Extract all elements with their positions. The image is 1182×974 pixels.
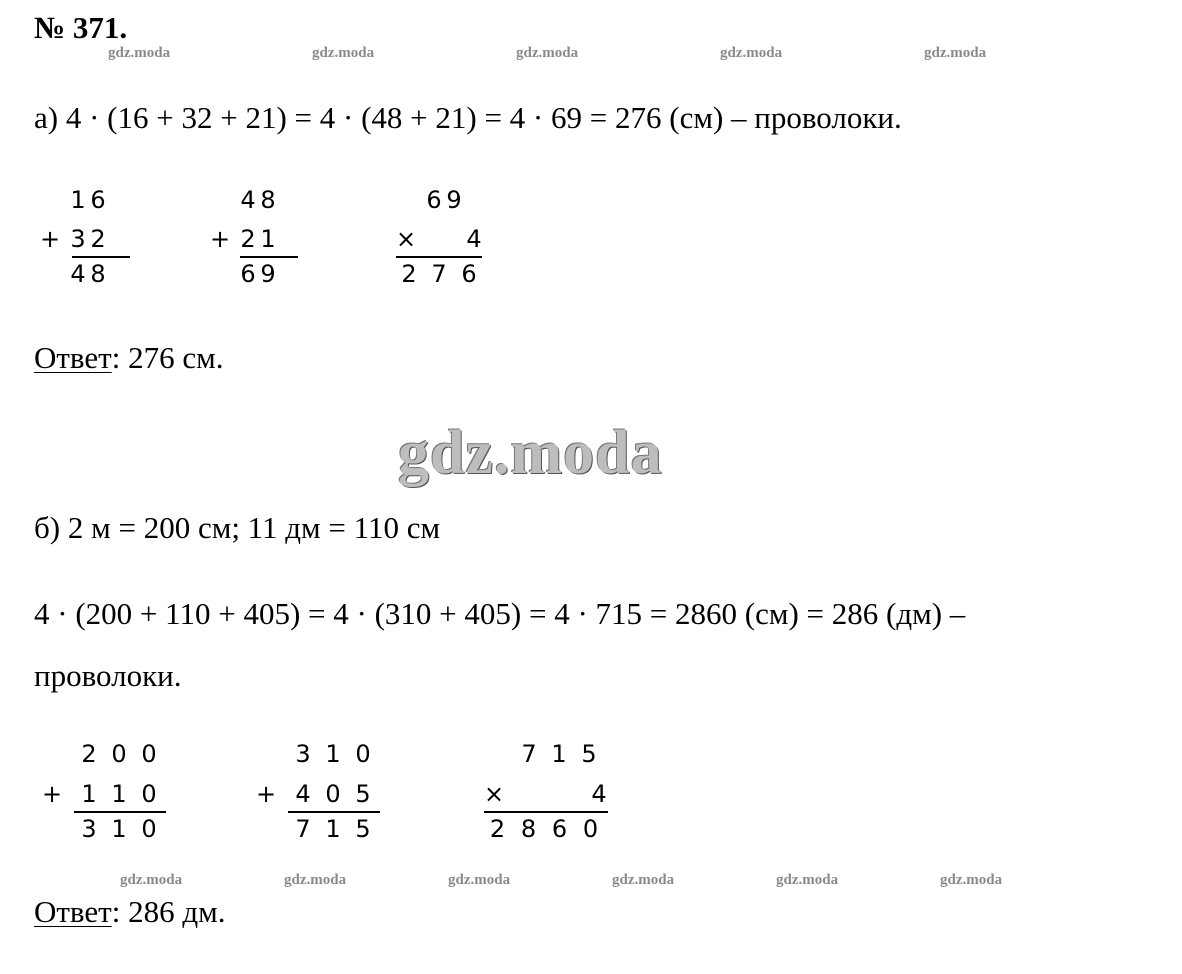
- digit: 0: [111, 740, 127, 768]
- part-b-equation-continuation: проволоки.: [34, 658, 182, 693]
- column-bottom-row: [74, 780, 164, 808]
- answer-value: : 276 см.: [111, 340, 224, 375]
- column-top-row: [424, 186, 464, 214]
- digit: 2: [81, 740, 97, 768]
- digit: 0: [582, 815, 599, 843]
- digit: 8: [260, 186, 276, 214]
- column-divider: [74, 811, 166, 813]
- column-operator: +: [256, 780, 277, 808]
- digit: 0: [355, 740, 371, 768]
- watermark: gdz.moda: [108, 45, 171, 61]
- watermark: gdz.moda: [612, 872, 675, 888]
- digit: 2: [90, 225, 106, 253]
- part-b-conversion: б) 2 м = 200 см; 11 дм = 110 см: [34, 510, 441, 545]
- digit: 1: [325, 815, 341, 843]
- digit: 1: [81, 780, 97, 808]
- watermark: gdz.moda: [516, 45, 579, 61]
- part-b-equation: 4 · (200 + 110 + 405) = 4 · (310 + 405) = 4 · 715 = 2860 (см) = 286 (дм) –: [34, 596, 966, 631]
- digit: 6: [90, 186, 106, 214]
- part-a-equation: а) 4 · (16 + 32 + 21) = 4 · (48 + 21) = 4 · 69 = 276 (см) – проволоки.: [34, 100, 902, 135]
- column-bottom-row: [584, 780, 614, 808]
- digit: 3: [295, 740, 311, 768]
- digit: 7: [521, 740, 537, 768]
- part-b-answer: [34, 894, 225, 930]
- column-operator: +: [42, 780, 63, 808]
- digit: 1: [70, 186, 86, 214]
- watermark: gdz.moda: [312, 45, 375, 61]
- column-result-row: [288, 815, 378, 843]
- column-top-row: [514, 740, 604, 768]
- digit: 5: [355, 780, 371, 808]
- digit: 7: [431, 260, 447, 288]
- column-divider: [484, 811, 608, 813]
- digit: 6: [461, 260, 477, 288]
- digit: 2: [489, 815, 506, 843]
- digit: 4: [466, 225, 482, 253]
- digit: 8: [90, 260, 106, 288]
- watermark: gdz.moda: [284, 872, 347, 888]
- digit: 0: [141, 740, 157, 768]
- column-bottom-row: [464, 225, 484, 253]
- column-divider: [72, 256, 130, 258]
- digit: 6: [240, 260, 256, 288]
- problem-number: № 371.: [34, 10, 128, 45]
- digit: 6: [426, 186, 442, 214]
- column-top-row: [68, 186, 108, 214]
- column-top-row: [74, 740, 164, 768]
- column-operator: +: [40, 225, 61, 253]
- answer-label: Ответ: [34, 894, 112, 929]
- watermark: gdz.moda: [720, 45, 783, 61]
- digit: 7: [295, 815, 311, 843]
- column-divider: [240, 256, 298, 258]
- column-top-row: [238, 186, 278, 214]
- column-top-row: [288, 740, 378, 768]
- digit: 3: [70, 225, 86, 253]
- answer-label: Ответ: [34, 340, 112, 375]
- column-result-row: [482, 815, 606, 843]
- column-bottom-row: [288, 780, 378, 808]
- column-operator: +: [210, 225, 231, 253]
- digit: 1: [551, 740, 567, 768]
- digit: 0: [325, 780, 341, 808]
- column-result-row: [74, 815, 164, 843]
- answer-value: : 286 дм.: [111, 894, 226, 929]
- column-bottom-row: [68, 225, 108, 253]
- column-result-row: [394, 260, 484, 288]
- watermark-large: gdz.moda: [398, 419, 663, 487]
- digit: 8: [520, 815, 537, 843]
- digit: 2: [401, 260, 417, 288]
- digit: 4: [240, 186, 256, 214]
- watermark: gdz.moda: [776, 872, 839, 888]
- digit: 6: [551, 815, 568, 843]
- digit: 4: [591, 780, 607, 808]
- digit: 3: [81, 815, 97, 843]
- digit: 1: [111, 815, 127, 843]
- digit: 9: [260, 260, 276, 288]
- digit: 0: [141, 815, 157, 843]
- watermark: gdz.moda: [448, 872, 511, 888]
- column-divider: [288, 811, 380, 813]
- watermark: gdz.moda: [120, 872, 183, 888]
- column-bottom-row: [238, 225, 278, 253]
- digit: 4: [70, 260, 86, 288]
- column-divider: [396, 256, 482, 258]
- digit: 0: [141, 780, 157, 808]
- column-result-row: [68, 260, 108, 288]
- digit: 1: [111, 780, 127, 808]
- digit: 4: [295, 780, 311, 808]
- digit: 1: [325, 740, 341, 768]
- watermark: gdz.moda: [940, 872, 1003, 888]
- part-a-answer: [34, 340, 223, 376]
- digit: 9: [446, 186, 462, 214]
- column-operator: ×: [396, 225, 417, 253]
- digit: 5: [355, 815, 371, 843]
- digit: 2: [240, 225, 256, 253]
- column-operator: ×: [484, 780, 505, 808]
- column-result-row: [238, 260, 278, 288]
- digit: 1: [260, 225, 276, 253]
- digit: 5: [581, 740, 597, 768]
- watermark: gdz.moda: [924, 45, 987, 61]
